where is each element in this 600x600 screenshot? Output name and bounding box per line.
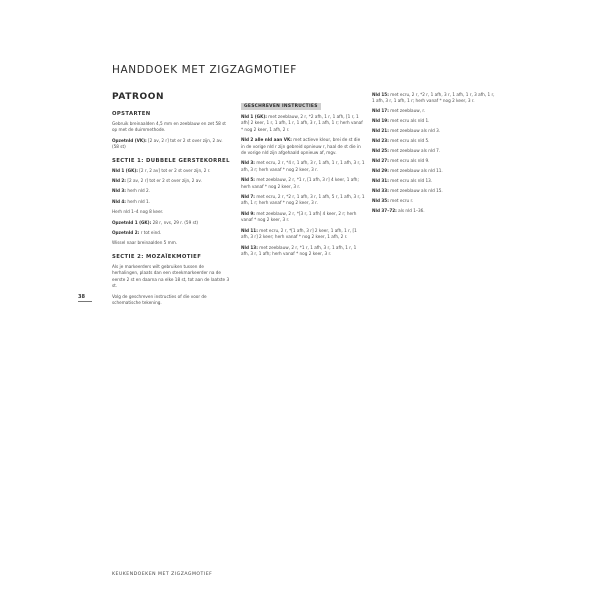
row-label: Nld 13: [241,244,258,250]
row-text: met actieve kleur, brei de st die in de vorige nld r zijn gebreid opnieuw r, haal de st die in de vorige nld zijn afgehaald opnieuw af, mgv. [241,137,361,156]
instruction-row [372,92,496,105]
row-label: Nld 11: [241,227,258,233]
row-label: Nld 3: [241,160,255,166]
row-text: met zeeblauw, 2 r, *1 r, 1 afh, 3 r, 1 afh, 1 r, 1 afh, 3 r, 1 afh; herh vanaf * nog 2 keer, 3 r. [241,244,357,256]
instruction-row [372,178,496,184]
section-title-sectie-1: SECTIE 1: DUBBELE GERSTEKORREL [112,157,230,164]
instruction-row [372,148,496,154]
row-label: Nld 5: [241,177,255,183]
written-instructions-column [241,92,365,261]
row-text: als nld 1–36. [398,208,425,214]
instruction-row [112,240,230,246]
page-number: 38 [78,294,85,300]
instruction-row [241,137,365,156]
row-label: Nld 1 (GK): [241,114,267,119]
row-label: Nld 27: [372,158,389,164]
row-label: Nld 33: [372,188,389,194]
row-text: met ecru als nld 1. [390,118,430,124]
instruction-row [241,177,365,190]
section-title-sectie-2: SECTIE 2: MOZAÏEKMOTIEF [112,253,202,260]
row-text: met ecru, 2 r, *2 r, 1 afh, 3 r, 1 afh, 1 r, 3 afh, 1 r, 1 afh, 3 r, 1 afh, 1 r; herh vanaf * nog 2 keer, 3 r. [372,92,495,104]
row-label: Nld 35: [372,198,389,204]
row-text: met ecru r. [390,198,414,204]
instruction-row [112,168,230,174]
row-label: Nld 3: [112,188,126,194]
page-number-rule [78,301,92,302]
instruction-row [241,194,365,207]
row-text: met ecru, 2 r, *[1 afh, 3 r] 2 keer, 1 afh, 1 r, [1 afh, 3 r] 2 keer; herh vanaf * nog 2 keer, 1 afh, 2 r. [241,227,357,240]
row-label: Nld 2 alle nld aan VK: [241,137,292,143]
row-text: met zeeblauw, 2 r, *1 r, [1 afh, 3 r] 4 keer, 1 afh; herh vanaf * nog 2 keer, 3 r. [241,177,359,189]
row-text: met zeeblauw als nld 11. [390,168,443,174]
pattern-heading: PATROON [112,92,165,102]
pattern-column [112,92,230,310]
row-label: Nld 2: [112,178,126,184]
row-text: met ecru als nld 9. [390,158,430,164]
row-label: Nld 19: [372,118,389,124]
instruction-row [112,199,230,205]
instruction-row [241,211,365,224]
row-text: Herh nld 1–4 nog 8 keer. [112,209,164,215]
row-label: Nld 17: [372,108,389,114]
row-text: met zeeblauw als nld 15. [390,188,443,194]
instruction-row [112,178,230,184]
row-text: met zeeblauw, r. [390,108,426,114]
row-text: 28 r, nvs, 29 r. (59 st) [152,219,199,225]
paragraph: Als je markeerders wilt gebruiken tussen de herhalingen, plaats dan een steekmarkeerder na de eerste 2 st en daarna na elke 18 st, tot aan de laatste 3 st. [112,263,230,289]
intro-paragraph: Gebruik breinaalden 4,5 mm en zeeblauw en zet 58 st op met de duimmethode. [112,121,226,133]
row-label: Nld 31: [372,178,389,184]
row-label: Nld 23: [372,138,389,144]
instruction-row [112,230,230,236]
row-label: Opzetnld (VK): [112,137,147,143]
instruction-row [112,220,230,226]
row-text: met ecru als nld 5. [390,138,430,144]
instruction-row [241,114,365,133]
row-text: met ecru, 2 r, *2 r, 1 afh, 3 r, 1 afh, 5 r, 1 afh, 3 r, 1 afh, 1 r; herh vanaf * nog 2 keer, 3 r. [241,194,365,206]
instruction-row [372,118,496,124]
row-text: [2 r, 2 av] tot er 2 st over zijn, 2 r. [139,167,211,173]
row-label: Nld 4: [112,198,126,204]
instruction-row [112,138,230,151]
instructions-continued-column [372,92,496,218]
row-label: Nld 37–72: [372,208,397,214]
row-text: met ecru als nld 13. [390,178,433,184]
instruction-row [241,245,365,258]
instruction-row [372,168,496,174]
row-text: met ecru, 2 r, *4 r, 1 afh, 3 r, 1 afh, 1 r, 1 afh, 3 r, 1 afh, 3 r; herh vanaf * nog 2 keer, 3 r. [241,160,365,172]
row-label: Nld 15: [372,92,389,97]
instruction-row [112,209,230,215]
row-label: Opzetnld 1 (GK): [112,219,152,225]
instruction-row [372,128,496,134]
instruction-row [241,160,365,173]
row-text: r tot eind. [140,230,162,236]
row-text: herh nld 2. [127,188,150,194]
row-label: Nld 7: [241,194,255,200]
instruction-row [372,208,496,214]
row-text: herh nld 1. [127,198,150,204]
row-text: met zeeblauw als nld 3. [390,128,441,134]
row-label: Opzetnld 2: [112,230,140,236]
paragraph: Volg de geschreven instructies of die voor de schematische tekening. [112,293,207,305]
row-label: Nld 21: [372,128,389,134]
row-text: [2 av, 2 r] tot er 2 st over zijn, 2 av. (58 st) [112,137,223,150]
row-text: met zeeblauw, 2 r, *2 afh, 1 r, 1 afh, [1 r, 1 afh] 2 keer, 1 r, 1 afh, 1 r, 1 afh, 3 r, 1 afh, 1 r; herh vanaf * nog 2 keer, 1 afh, 2 r. [241,114,363,132]
row-label: Nld 25: [372,148,389,154]
row-label: Nld 29: [372,168,389,174]
row-label: Nld 1 (GK): [112,167,138,173]
row-label: Nld 9: [241,210,255,216]
page-title: HANDDOEK MET ZIGZAGMOTIEF [112,64,297,76]
row-text: [2 av, 2 r] tot er 2 st over zijn, 2 av. [127,178,202,184]
instruction-row [372,188,496,194]
running-footer: KEUKENDOEKEN MET ZIGZAGMOTIEF [112,572,213,577]
instruction-row [241,228,365,241]
row-text: met zeeblauw, 2 r, *[3 r, 1 afh] 4 keer, 2 r; herh vanaf * nog 2 keer, 3 r. [241,210,357,223]
instruction-row [372,138,496,144]
row-text: met zeeblauw als nld 7. [390,148,441,154]
instruction-row [372,158,496,164]
row-text: Wissel naar breinaalden 5 mm. [112,240,178,246]
instruction-row [112,188,230,194]
section-title-opstarten: OPSTARTEN [112,111,151,117]
written-instructions-label: GESCHREVEN INSTRUCTIES [241,103,321,110]
instruction-row [372,108,496,114]
instruction-row [372,198,496,204]
